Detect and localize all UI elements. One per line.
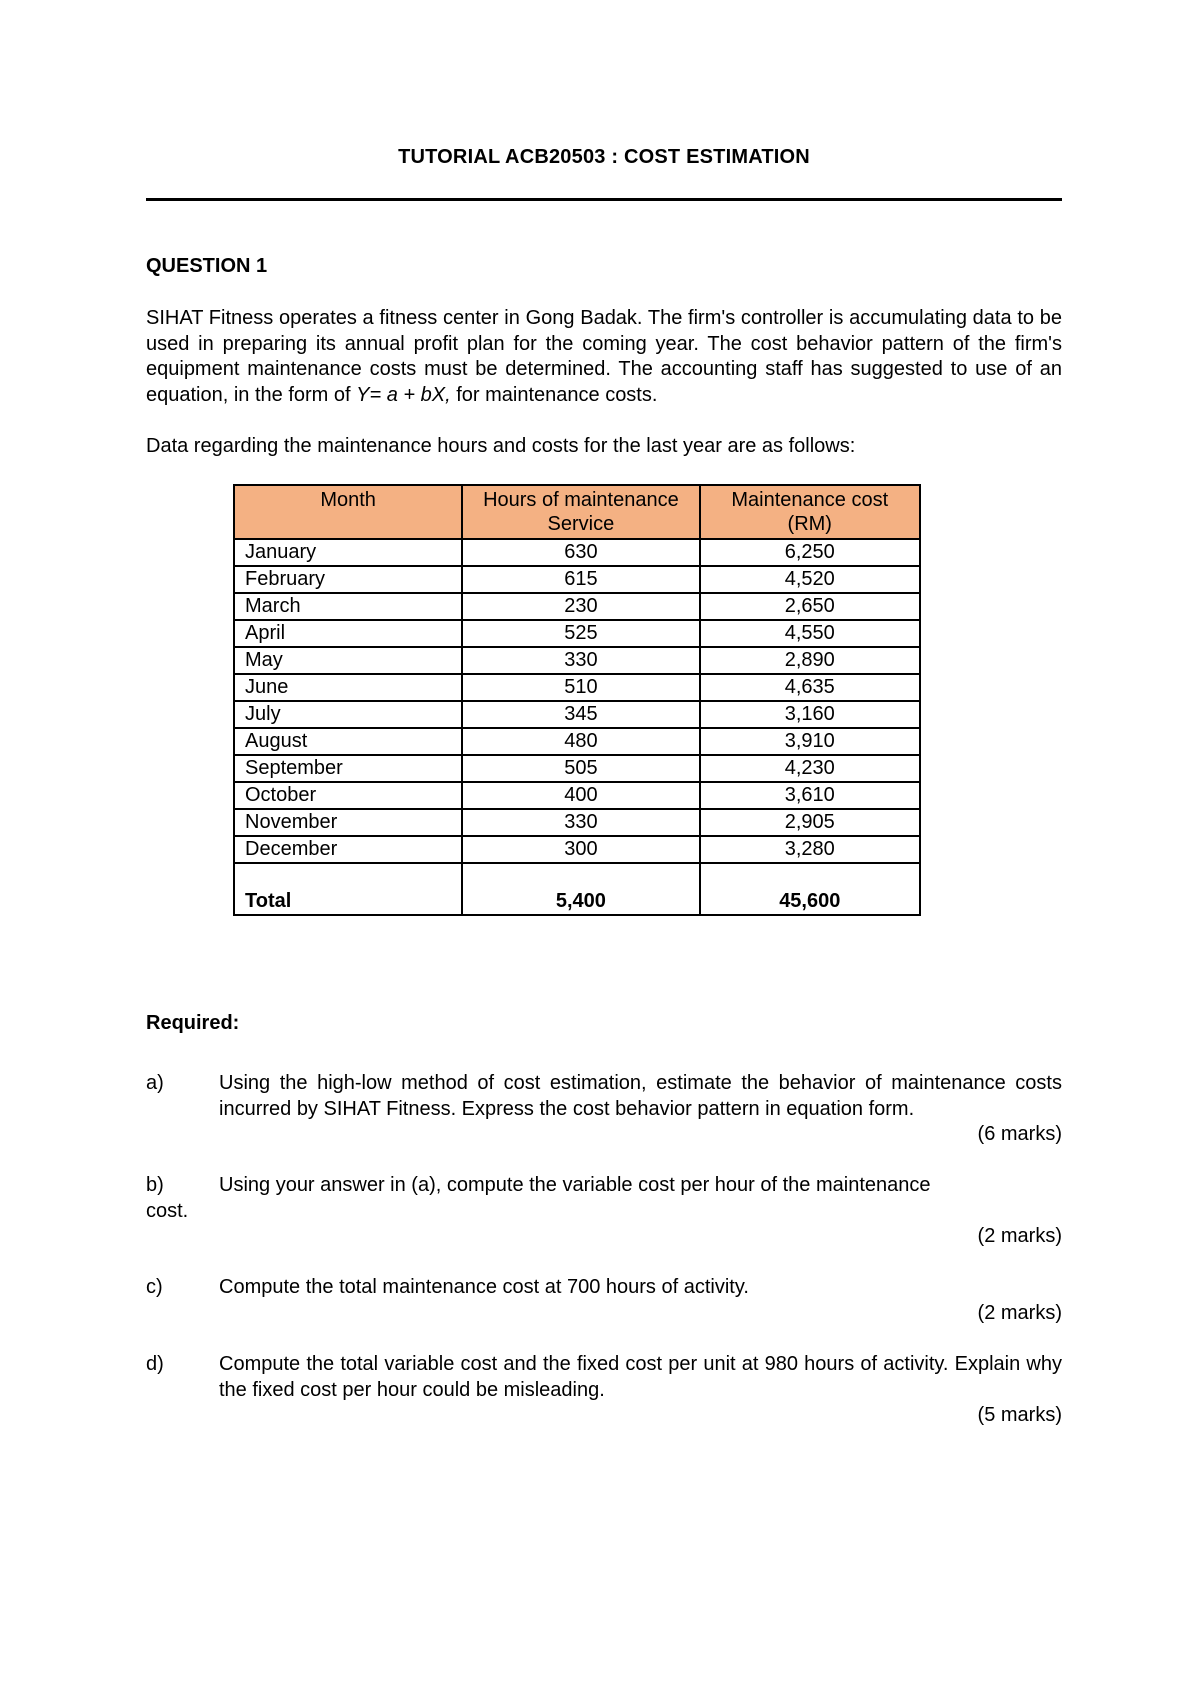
question-item-c — [146, 1275, 1062, 1326]
table-row — [234, 701, 920, 728]
table-row — [234, 566, 920, 593]
item-marks: (5 marks) — [977, 1404, 1062, 1426]
hours-cell: 630 — [462, 539, 699, 566]
item-text-continued: cost. — [146, 1199, 189, 1222]
item-text: Using your answer in (a), compute the variable cost per hour of the maintenance — [219, 1174, 931, 1196]
item-label: a) — [146, 1072, 164, 1094]
cost-cell: 4,230 — [700, 755, 920, 782]
total-label: Total — [234, 863, 462, 915]
month-cell: March — [234, 593, 462, 620]
item-label: b) — [146, 1174, 164, 1196]
cost-cell: 4,550 — [700, 620, 920, 647]
hours-cell: 525 — [462, 620, 699, 647]
item-marks: (2 marks) — [977, 1225, 1062, 1247]
paragraph-text: SIHAT Fitness operates a fitness center in Gong Badak. The firm's controller is accumulating data to be used in preparing its annual profit plan for the coming year. The cost behavior pattern of the firm's equipment maintenance costs must be determined. The accounting staff has suggested to use of an equation, in the form of — [146, 307, 1062, 406]
header-cost: Maintenance cost (RM) — [700, 485, 920, 539]
cost-cell: 2,905 — [700, 809, 920, 836]
month-cell: October — [234, 782, 462, 809]
cost-cell: 3,910 — [700, 728, 920, 755]
table-total-row — [234, 863, 920, 915]
question-item-a — [146, 1071, 1062, 1148]
question-paragraph — [146, 306, 1062, 408]
table-row — [234, 674, 920, 701]
cost-cell: 3,280 — [700, 836, 920, 863]
cost-cell: 2,650 — [700, 593, 920, 620]
hours-cell: 345 — [462, 701, 699, 728]
question-heading: QUESTION 1 — [146, 255, 268, 277]
hours-cell: 615 — [462, 566, 699, 593]
item-label: c) — [146, 1276, 163, 1298]
month-cell: July — [234, 701, 462, 728]
month-cell: May — [234, 647, 462, 674]
cost-cell: 4,520 — [700, 566, 920, 593]
table-row — [234, 593, 920, 620]
title-divider — [146, 198, 1062, 201]
month-cell: December — [234, 836, 462, 863]
table-row — [234, 620, 920, 647]
paragraph-text-end: for maintenance costs. — [450, 383, 658, 406]
table-header-row — [234, 485, 920, 539]
month-cell: January — [234, 539, 462, 566]
table-row — [234, 728, 920, 755]
month-cell: June — [234, 674, 462, 701]
hours-cell: 480 — [462, 728, 699, 755]
cost-cell: 3,160 — [700, 701, 920, 728]
month-cell: September — [234, 755, 462, 782]
month-cell: November — [234, 809, 462, 836]
header-month: Month — [234, 485, 462, 539]
page-title: TUTORIAL ACB20503 : COST ESTIMATION — [398, 146, 810, 168]
item-marks: (2 marks) — [977, 1301, 1062, 1324]
question-item-d — [146, 1352, 1062, 1429]
total-hours: 5,400 — [462, 863, 699, 915]
item-text: Compute the total maintenance cost at 700 hours of activity. — [219, 1276, 749, 1298]
maintenance-data-table — [233, 484, 921, 916]
table-row — [234, 782, 920, 809]
item-text: Using the high-low method of cost estimation, estimate the behavior of maintenance costs incurred by SIHAT Fitness. Express the cost behavior pattern in equation form. — [219, 1072, 1062, 1120]
table-row — [234, 809, 920, 836]
question-item-b — [146, 1173, 1062, 1250]
required-heading: Required: — [146, 1012, 240, 1034]
cost-cell: 4,635 — [700, 674, 920, 701]
item-marks: (6 marks) — [977, 1123, 1062, 1145]
table-row — [234, 647, 920, 674]
hours-cell: 230 — [462, 593, 699, 620]
item-text: Compute the total variable cost and the fixed cost per unit at 980 hours of activity. Explain why the fixed cost per hour could be misleading. — [219, 1353, 1062, 1401]
table-row — [234, 836, 920, 863]
hours-cell: 510 — [462, 674, 699, 701]
hours-cell: 330 — [462, 647, 699, 674]
hours-cell: 330 — [462, 809, 699, 836]
hours-cell: 400 — [462, 782, 699, 809]
total-cost: 45,600 — [700, 863, 920, 915]
table-row — [234, 539, 920, 566]
item-label: d) — [146, 1353, 164, 1375]
cost-equation: Y= a + bX, — [356, 383, 451, 406]
cost-cell: 2,890 — [700, 647, 920, 674]
month-cell: April — [234, 620, 462, 647]
cost-cell: 6,250 — [700, 539, 920, 566]
month-cell: February — [234, 566, 462, 593]
hours-cell: 300 — [462, 836, 699, 863]
cost-cell: 3,610 — [700, 782, 920, 809]
table-intro: Data regarding the maintenance hours and costs for the last year are as follows: — [146, 435, 856, 457]
month-cell: August — [234, 728, 462, 755]
header-hours: Hours of maintenance Service — [462, 485, 699, 539]
table-row — [234, 755, 920, 782]
hours-cell: 505 — [462, 755, 699, 782]
